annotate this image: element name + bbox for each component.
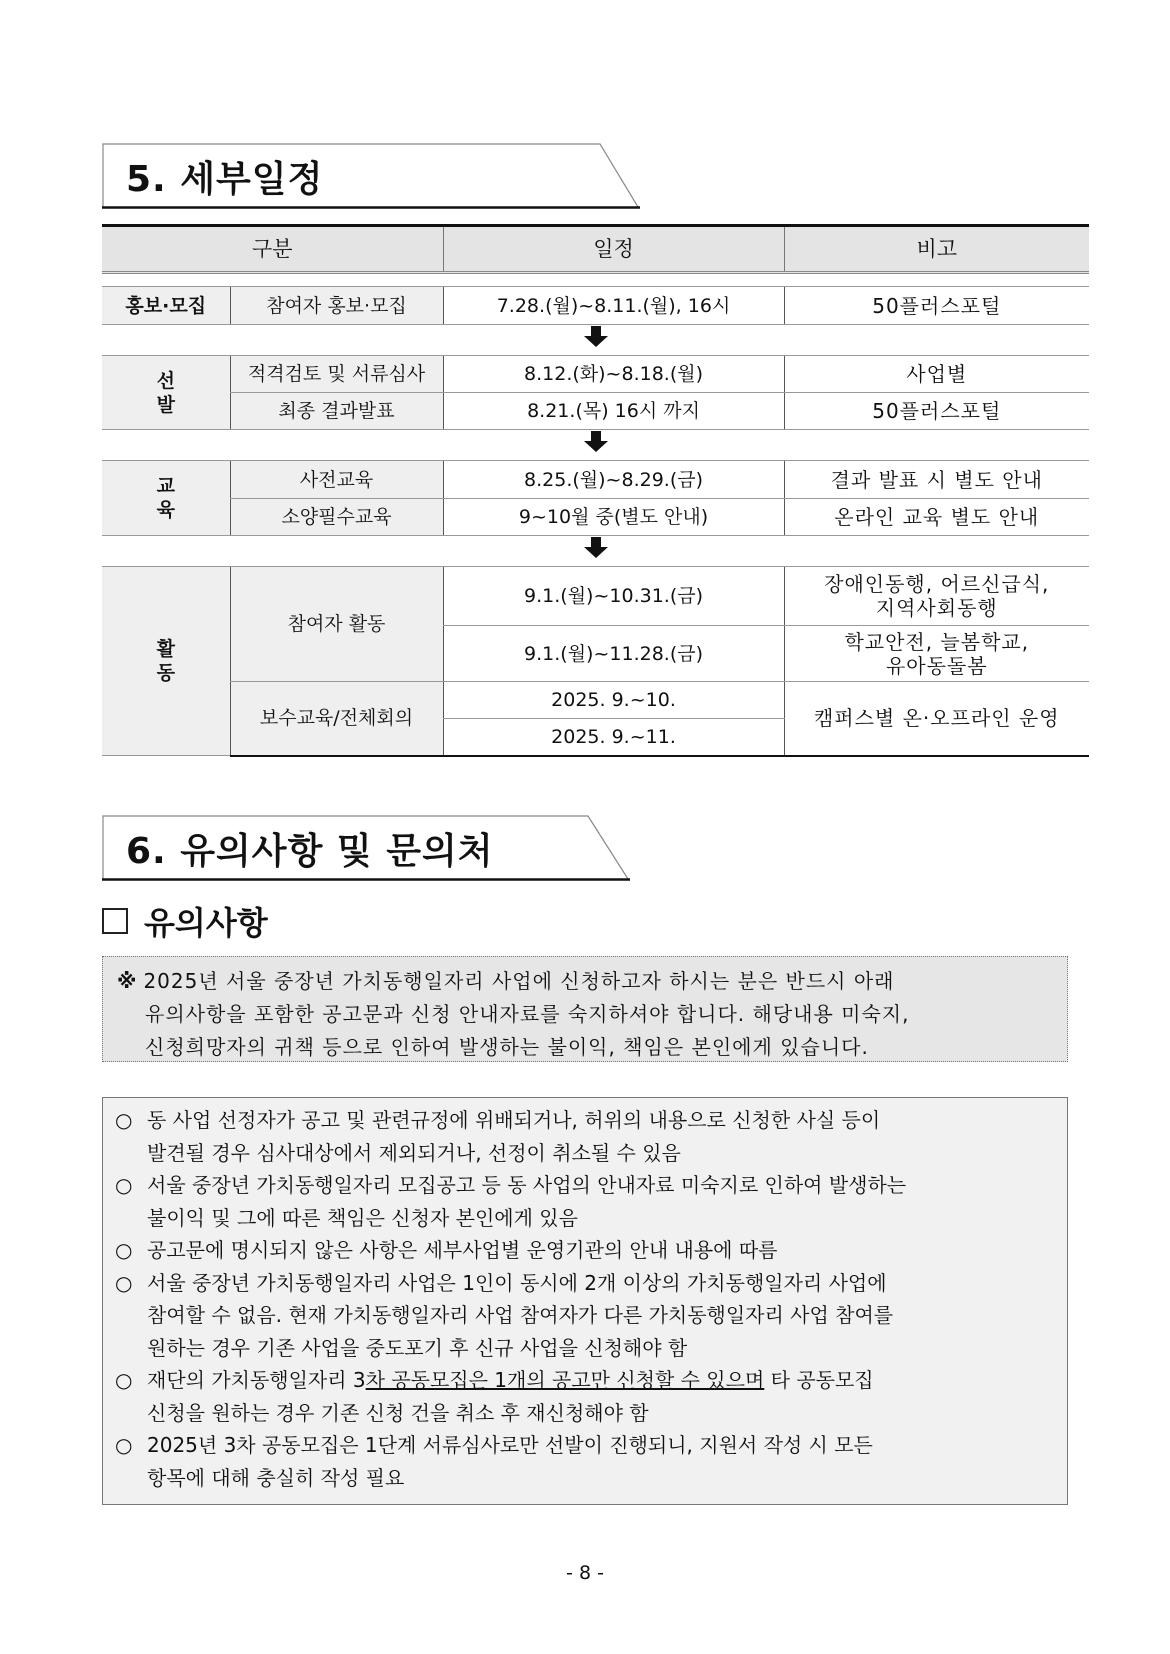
list-item bbox=[115, 1267, 1053, 1365]
section-5-heading bbox=[102, 143, 640, 209]
subheading bbox=[102, 898, 268, 944]
text-segment: 재단의 가치동행일자리 3 bbox=[147, 1368, 366, 1392]
note-cell: 50플러스포털 bbox=[784, 393, 1089, 430]
list-item-text: 불이익 및 그에 따른 책임은 신청자 본인에게 있음 bbox=[147, 1205, 578, 1230]
note-cell: 온라인 교육 별도 안내 bbox=[784, 499, 1089, 536]
circle-bullet-icon: ○ bbox=[115, 1270, 133, 1295]
list-item-text bbox=[147, 1364, 1053, 1397]
table-row bbox=[102, 461, 1089, 499]
header-schedule: 일정 bbox=[443, 226, 784, 273]
schedule-cell: 2025. 9.~11. bbox=[443, 719, 784, 756]
down-arrow-icon bbox=[583, 537, 609, 559]
note-line: 학교안전, 늘봄학교, bbox=[844, 629, 1030, 654]
list-item-text: 신청을 원하는 경우 기존 신청 건을 취소 후 재신청해야 함 bbox=[147, 1400, 649, 1425]
underlined-text: 차 공동모집은 1개의 공고만 신청할 수 있으며 bbox=[365, 1368, 765, 1392]
list-item-text: 참여할 수 없음. 현재 가치동행일자리 사업 참여자가 다른 가치동행일자리 사업 참여를 bbox=[147, 1303, 894, 1327]
list-item bbox=[115, 1364, 1053, 1429]
note-cell: 캠퍼스별 온·오프라인 운영 bbox=[784, 682, 1089, 756]
item-cell: 소양필수교육 bbox=[230, 499, 443, 536]
callout-line bbox=[117, 965, 1053, 998]
schedule-cell: 9.1.(월)~11.28.(금) bbox=[443, 626, 784, 682]
item-cell: 사전교육 bbox=[230, 461, 443, 499]
list-item-text: 발견될 경우 심사대상에서 제외되거나, 선정이 취소될 수 있음 bbox=[147, 1140, 681, 1165]
circle-bullet-icon: ○ bbox=[115, 1238, 133, 1262]
list-item bbox=[115, 1104, 1053, 1169]
circle-bullet-icon: ○ bbox=[115, 1173, 133, 1197]
list-item-text: 2025년 3차 공동모집은 1단계 서류심사로만 선발이 진행되니, 지원서 작성 시 모든 bbox=[147, 1433, 873, 1457]
schedule-cell: 9.1.(월)~10.31.(금) bbox=[443, 567, 784, 626]
category-cell: 홍보·모집 bbox=[102, 287, 230, 325]
header-category: 구분 bbox=[102, 226, 443, 273]
list-item bbox=[115, 1234, 1053, 1267]
list-item bbox=[115, 1429, 1053, 1494]
table-row bbox=[102, 287, 1089, 325]
note-cell: 50플러스포털 bbox=[784, 287, 1089, 325]
item-cell: 적격검토 및 서류심사 bbox=[230, 356, 443, 393]
schedule-cell: 8.25.(월)~8.29.(금) bbox=[443, 461, 784, 499]
callout-line: 유의사항을 포함한 공고문과 신청 안내자료를 숙지하셔야 합니다. 해당내용 미숙지, bbox=[145, 1002, 910, 1026]
list-item-text: 공고문에 명시되지 않은 사항은 세부사업별 운영기관의 안내 내용에 따름 bbox=[147, 1238, 778, 1262]
table-row bbox=[102, 567, 1089, 626]
note-cell: 결과 발표 시 별도 안내 bbox=[784, 461, 1089, 499]
item-cell: 최종 결과발표 bbox=[230, 393, 443, 430]
table-row bbox=[102, 356, 1089, 393]
schedule-cell: 2025. 9.~10. bbox=[443, 682, 784, 719]
list-item bbox=[115, 1169, 1053, 1234]
circle-bullet-icon: ○ bbox=[115, 1433, 133, 1457]
list-item-text: 항목에 대해 충실히 작성 필요 bbox=[147, 1465, 405, 1490]
page-number: - 8 - bbox=[566, 1562, 604, 1584]
item-cell: 참여자 활동 bbox=[230, 567, 443, 682]
item-cell: 보수교육/전체회의 bbox=[230, 682, 443, 756]
notes-box bbox=[102, 1097, 1068, 1505]
list-item-text: 동 사업 선정자가 공고 및 관련규정에 위배되거나, 허위의 내용으로 신청한 사실 등이 bbox=[147, 1108, 881, 1132]
note-line: 지역사회동행 bbox=[875, 596, 998, 620]
note-line: 유아동돌봄 bbox=[885, 653, 988, 678]
note-line: 장애인동행, 어르신급식, bbox=[824, 572, 1050, 596]
section-title: 6. 유의사항 및 문의처 bbox=[126, 831, 494, 872]
section-title: 5. 세부일정 bbox=[126, 159, 324, 200]
square-bullet-icon bbox=[102, 908, 128, 934]
item-cell: 참여자 홍보·모집 bbox=[230, 287, 443, 325]
callout-text: 2025년 서울 중장년 가치동행일자리 사업에 신청하고자 하시는 분은 반드시 아래 bbox=[143, 969, 895, 993]
table-row bbox=[102, 682, 1089, 719]
text-segment: 타 공동모집 bbox=[764, 1368, 874, 1392]
note-cell bbox=[784, 626, 1089, 682]
note-cell bbox=[784, 567, 1089, 626]
table-row bbox=[102, 499, 1089, 536]
list-item-text: 서울 중장년 가치동행일자리 모집공고 등 동 사업의 안내자료 미숙지로 인하여 발생하는 bbox=[147, 1173, 907, 1197]
circle-bullet-icon: ○ bbox=[115, 1368, 133, 1392]
schedule-table bbox=[102, 224, 1089, 757]
category-cell: 교 육 bbox=[102, 461, 230, 536]
table-row bbox=[102, 393, 1089, 430]
subheading-label: 유의사항 bbox=[144, 904, 268, 942]
list-item-text: 원하는 경우 기존 사업을 중도포기 후 신규 사업을 신청해야 함 bbox=[147, 1335, 688, 1360]
down-arrow-icon bbox=[583, 326, 609, 348]
callout-line: 신청희망자의 귀책 등으로 인하여 발생하는 불이익, 책임은 본인에게 있습니다. bbox=[145, 1035, 869, 1059]
category-cell: 선 발 bbox=[102, 356, 230, 430]
schedule-cell: 9~10월 중(별도 안내) bbox=[443, 499, 784, 536]
notice-callout bbox=[102, 956, 1068, 1062]
reference-mark-icon: ※ bbox=[117, 969, 138, 993]
schedule-cell: 8.12.(화)~8.18.(월) bbox=[443, 356, 784, 393]
table-header-row bbox=[102, 226, 1089, 273]
circle-bullet-icon: ○ bbox=[115, 1108, 133, 1132]
header-note: 비고 bbox=[784, 226, 1089, 273]
section-6-heading bbox=[102, 815, 630, 881]
down-arrow-icon bbox=[583, 431, 609, 453]
schedule-cell: 7.28.(월)~8.11.(월), 16시 bbox=[443, 287, 784, 325]
schedule-cell: 8.21.(목) 16시 까지 bbox=[443, 393, 784, 430]
note-cell: 사업별 bbox=[784, 356, 1089, 393]
list-item-text: 서울 중장년 가치동행일자리 사업은 1인이 동시에 2개 이상의 가치동행일자리 사업에 bbox=[147, 1270, 887, 1295]
category-cell: 활 동 bbox=[102, 567, 230, 756]
